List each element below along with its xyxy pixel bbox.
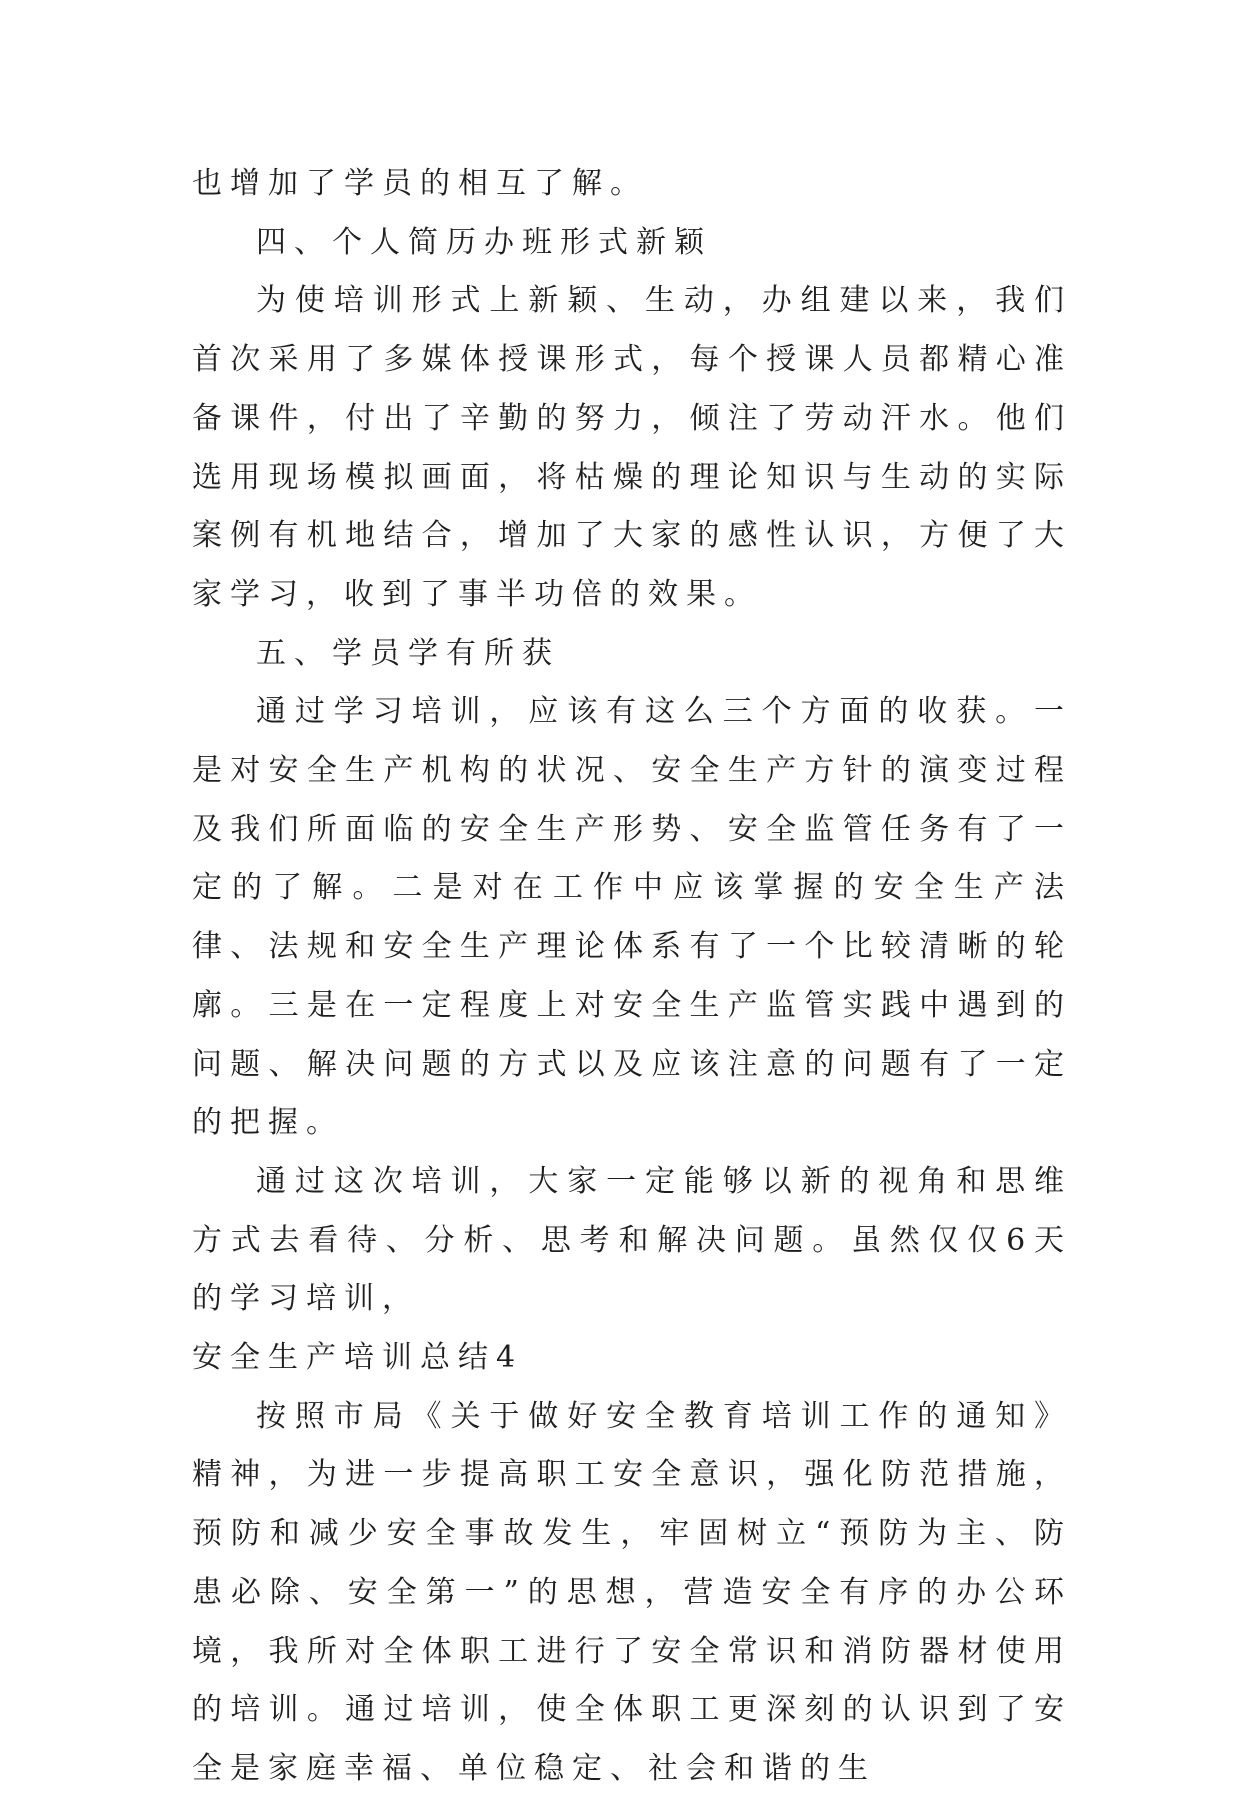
paragraph-training-gains: 通过学习培训，应该有这么三个方面的收获。一是对安全生产机构的状况、安全生产方针的演变过程及我们所面临的安全生产形势、安全监管任务有了一定的了解。二是对在工作中应该掌握的安全生产法律、法规和安全生产理论体系有了一个比较清晰的轮廓。三是在一定程度上对安全生产监管实践中遇到的问题、解决问题的方式以及应该注意的问题有了一定的把握。	[192, 694, 1072, 1141]
paragraph-safety-notice: 按照市局《关于做好安全教育培训工作的通知》精神，为进一步提高职工安全意识，强化防范措施，预防和减少安全事故发生，牢固树立“预防为主、防患必除、安全第一”的思想，营造安全有序的办公环境，我所对全体职工进行了安全常识和消防器材使用的培训。通过培训，使全体职工更深刻的认识到了安全是家庭幸福、单位稳定、社会和谐的生	[192, 1398, 1072, 1786]
section-heading-4: 四、个人简历办班形式新颖	[256, 224, 712, 260]
section-heading-5: 五、学员学有所获	[256, 635, 560, 671]
document-body	[192, 155, 1072, 1799]
paragraph-continuation: 也增加了学员的相互了解。	[192, 166, 648, 201]
paragraph-training-summary: 通过这次培训，大家一定能够以新的视角和思维方式去看待、分析、思考和解决问题。虽然仅仅6天的学习培训，	[192, 1163, 1072, 1317]
document-section-title: 安全生产培训总结4	[192, 1340, 524, 1376]
paragraph-multimedia-training: 为使培训形式上新颖、生动，办组建以来，我们首次采用了多媒体授课形式，每个授课人员都精心准备课件，付出了辛勤的努力，倾注了劳动汗水。他们选用现场模拟画面，将枯燥的理论知识与生动的实际案例有机地结合，增加了大家的感性认识，方便了大家学习，收到了事半功倍的效果。	[192, 283, 1072, 612]
